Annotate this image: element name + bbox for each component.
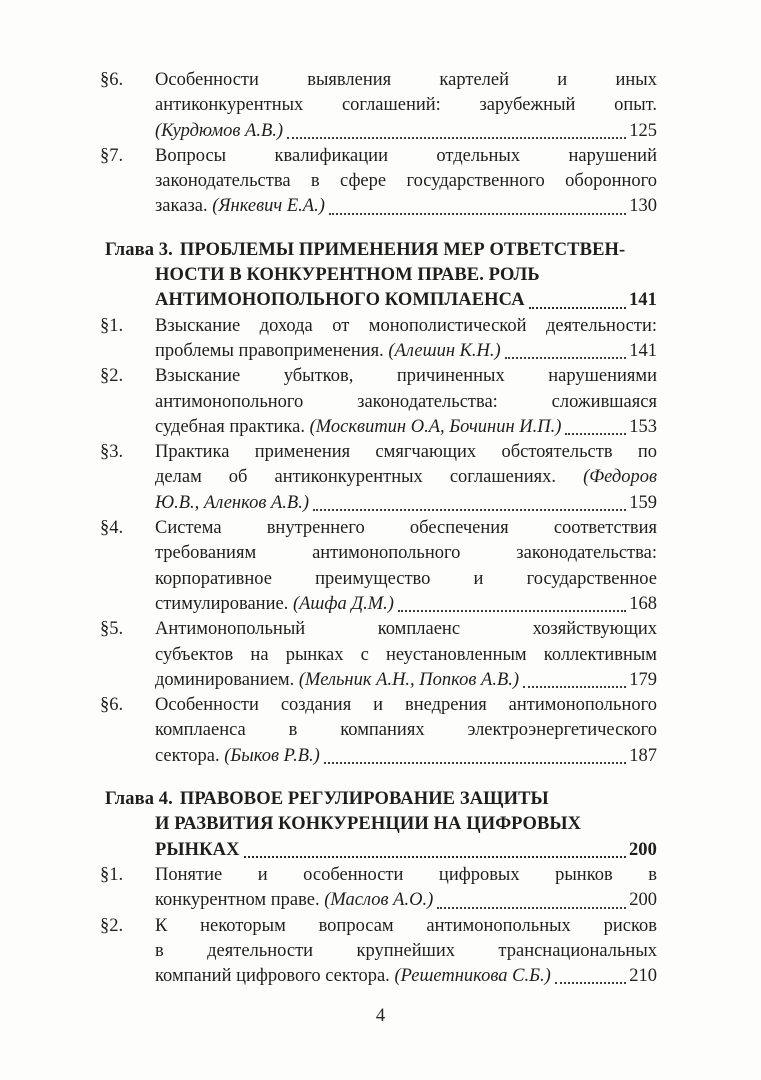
dot-leader xyxy=(313,509,626,511)
chapter-title: ПРОБЛЕМЫ ПРИМЕНЕНИЯ МЕР ОТВЕТСТВЕН- xyxy=(179,239,626,260)
toc-line xyxy=(155,567,657,592)
toc-line xyxy=(155,718,657,743)
toc-line xyxy=(155,863,657,888)
toc-entry xyxy=(100,364,657,440)
dot-leader xyxy=(529,307,626,309)
toc-entry xyxy=(100,516,657,617)
entry-text: Взыскание дохода от монополистической деятельности: xyxy=(155,315,657,336)
toc-line xyxy=(155,888,657,913)
toc-line xyxy=(155,516,657,541)
author-credit: (Алешин К.Н.) xyxy=(388,340,501,361)
dot-leader xyxy=(329,213,626,215)
toc-line xyxy=(155,339,657,364)
toc-line-text xyxy=(155,415,561,440)
dot-leader xyxy=(505,357,627,359)
toc-line xyxy=(155,68,657,93)
toc-entry xyxy=(100,693,657,769)
entry-text: конкурентном праве. xyxy=(155,890,325,911)
chapter-label: Глава 3. xyxy=(105,239,173,260)
toc-line xyxy=(155,144,657,169)
page-ref: 130 xyxy=(629,196,657,217)
entry-text: Система внутреннего обеспечения соответствия xyxy=(155,518,657,539)
toc-line-text xyxy=(155,888,433,913)
chapter-heading xyxy=(100,787,657,863)
toc-line xyxy=(155,643,657,668)
toc-line xyxy=(155,964,657,989)
toc-line-text: АНТИМОНОПОЛЬНОГО КОМПЛАЕНСА xyxy=(155,290,525,311)
dot-leader xyxy=(555,982,626,984)
paragraph-label: §5. xyxy=(100,619,124,640)
toc-line-text xyxy=(155,592,394,617)
toc-entry xyxy=(100,863,657,914)
paragraph-label: §7. xyxy=(100,145,124,166)
entry-text: субъектов на рынках с неустановленным коллективным xyxy=(155,644,657,665)
entry-text: требованиям антимонопольного законодательства: xyxy=(155,543,657,564)
page-ref: 187 xyxy=(629,745,657,766)
toc-line xyxy=(155,465,657,490)
paragraph-label: §2. xyxy=(100,366,124,387)
toc-line-text xyxy=(155,964,551,989)
toc-line xyxy=(155,93,657,118)
toc-line xyxy=(105,787,657,812)
toc-line xyxy=(155,390,657,415)
toc-entry xyxy=(100,617,657,693)
paragraph-label: §2. xyxy=(100,915,124,936)
entry-text: К некоторым вопросам антимонопольных рисков xyxy=(155,915,657,936)
toc-line xyxy=(155,364,657,389)
page-ref: 153 xyxy=(629,416,657,437)
table-of-contents xyxy=(100,68,657,989)
entry-text: корпоративное преимущество и государственное xyxy=(155,568,657,589)
page-ref: 200 xyxy=(629,890,657,911)
paragraph-label: §1. xyxy=(100,864,124,885)
toc-line xyxy=(155,415,657,440)
toc-entry xyxy=(100,914,657,990)
chapter-label: Глава 4. xyxy=(105,789,173,810)
toc-entry xyxy=(100,314,657,365)
dot-leader xyxy=(398,610,626,612)
toc-line xyxy=(155,914,657,939)
toc-line xyxy=(155,314,657,339)
toc-line xyxy=(155,744,657,769)
toc-line xyxy=(155,491,657,516)
page-ref: 159 xyxy=(629,492,657,513)
dot-leader xyxy=(324,762,626,764)
page-ref: 200 xyxy=(628,839,657,860)
toc-entry xyxy=(100,68,657,144)
dot-leader xyxy=(565,433,626,435)
entry-text: сектора. xyxy=(155,745,225,766)
paragraph-label: §6. xyxy=(100,70,124,90)
paragraph-label: §4. xyxy=(100,518,124,539)
toc-line-text xyxy=(155,491,309,516)
entry-text: Практика применения смягчающих обстоятельств по xyxy=(155,442,657,463)
author-credit: (Курдюмов А.В.) xyxy=(155,120,284,141)
toc-line: И РАЗВИТИЯ КОНКУРЕНЦИИ НА ЦИФРОВЫХ xyxy=(155,814,582,835)
entry-text: антиконкурентных соглашений: зарубежный опыт. xyxy=(155,95,657,116)
author-credit: (Федоров xyxy=(583,467,657,488)
entry-text: стимулирование. xyxy=(155,593,293,614)
toc-line xyxy=(155,592,657,617)
entry-text: Особенности создания и внедрения антимонопольного xyxy=(155,695,657,716)
toc-line xyxy=(155,838,657,863)
toc-line xyxy=(155,288,657,313)
page-number: 4 xyxy=(375,1006,386,1026)
entry-text: судебная практика. xyxy=(155,416,310,437)
toc-line-text xyxy=(155,744,320,769)
dot-leader xyxy=(523,686,626,688)
toc-line xyxy=(155,541,657,566)
page-ref: 168 xyxy=(629,593,657,614)
paragraph-label: §3. xyxy=(100,442,124,463)
entry-text: Взыскание убытков, причиненных нарушениями xyxy=(155,366,657,387)
entry-text: делам об антиконкурентных соглашениях. xyxy=(155,467,584,488)
chapter-title: ПРАВОВОЕ РЕГУЛИРОВАНИЕ ЗАЩИТЫ xyxy=(179,789,549,810)
entry-text: доминированием. xyxy=(155,669,299,690)
page-ref: 141 xyxy=(628,290,657,311)
toc-line xyxy=(155,194,657,219)
toc-line xyxy=(155,668,657,693)
paragraph-label: §6. xyxy=(100,695,124,716)
page-ref: 125 xyxy=(629,120,657,141)
toc-line xyxy=(155,617,657,642)
toc-line-text: РЫНКАХ xyxy=(155,839,240,860)
page-ref: 179 xyxy=(629,669,657,690)
entry-text: Антимонопольный комплаенс хозяйствующих xyxy=(155,619,657,640)
toc-line xyxy=(155,939,657,964)
toc-line xyxy=(155,119,657,144)
author-credit: (Решетникова С.Б.) xyxy=(394,966,551,987)
entry-text: комплаенса в компаниях электроэнергетического xyxy=(155,720,657,741)
toc-line xyxy=(155,693,657,718)
entry-text: проблемы правоприменения. xyxy=(155,340,389,361)
entry-text: антимонопольного законодательства: сложившаяся xyxy=(155,391,657,412)
entry-text: Понятие и особенности цифровых рынков в xyxy=(155,864,657,885)
author-credit: (Ашфа Д.М.) xyxy=(292,593,394,614)
entry-text: Особенности выявления картелей и иных xyxy=(155,70,657,90)
toc-line-text xyxy=(155,339,501,364)
entry-text: Вопросы квалификации отдельных нарушений xyxy=(155,145,657,166)
entry-text: в деятельности крупнейших транснациональных xyxy=(155,940,657,961)
toc-line-text xyxy=(155,668,519,693)
author-credit: (Маслов А.О.) xyxy=(324,890,434,911)
entry-text: законодательства в сфере государственного оборонного xyxy=(155,171,657,192)
toc-line-text xyxy=(155,194,325,219)
author-credit: (Москвитин О.А, Бочинин И.П.) xyxy=(309,416,562,437)
page-ref: 210 xyxy=(629,966,657,987)
toc-line xyxy=(105,238,657,263)
toc-line xyxy=(155,440,657,465)
dot-leader xyxy=(437,907,626,909)
toc-line-text xyxy=(155,119,283,144)
dot-leader xyxy=(244,856,626,858)
toc-line xyxy=(155,169,657,194)
entry-text: компаний цифрового сектора. xyxy=(155,966,395,987)
chapter-heading xyxy=(100,238,657,314)
entry-text: заказа. xyxy=(155,196,213,217)
paragraph-label: §1. xyxy=(100,315,124,336)
author-credit: (Быков Р.В.) xyxy=(224,745,320,766)
dot-leader xyxy=(287,137,626,139)
toc-line: НОСТИ В КОНКУРЕНТНОМ ПРАВЕ. РОЛЬ xyxy=(155,265,540,286)
author-credit: Ю.В., Аленков А.В.) xyxy=(155,492,309,513)
toc-entry xyxy=(100,440,657,516)
toc-entry xyxy=(100,144,657,220)
author-credit: (Янкевич Е.А.) xyxy=(212,196,325,217)
page-ref: 141 xyxy=(629,340,657,361)
author-credit: (Мельник А.Н., Попков А.В.) xyxy=(298,669,520,690)
